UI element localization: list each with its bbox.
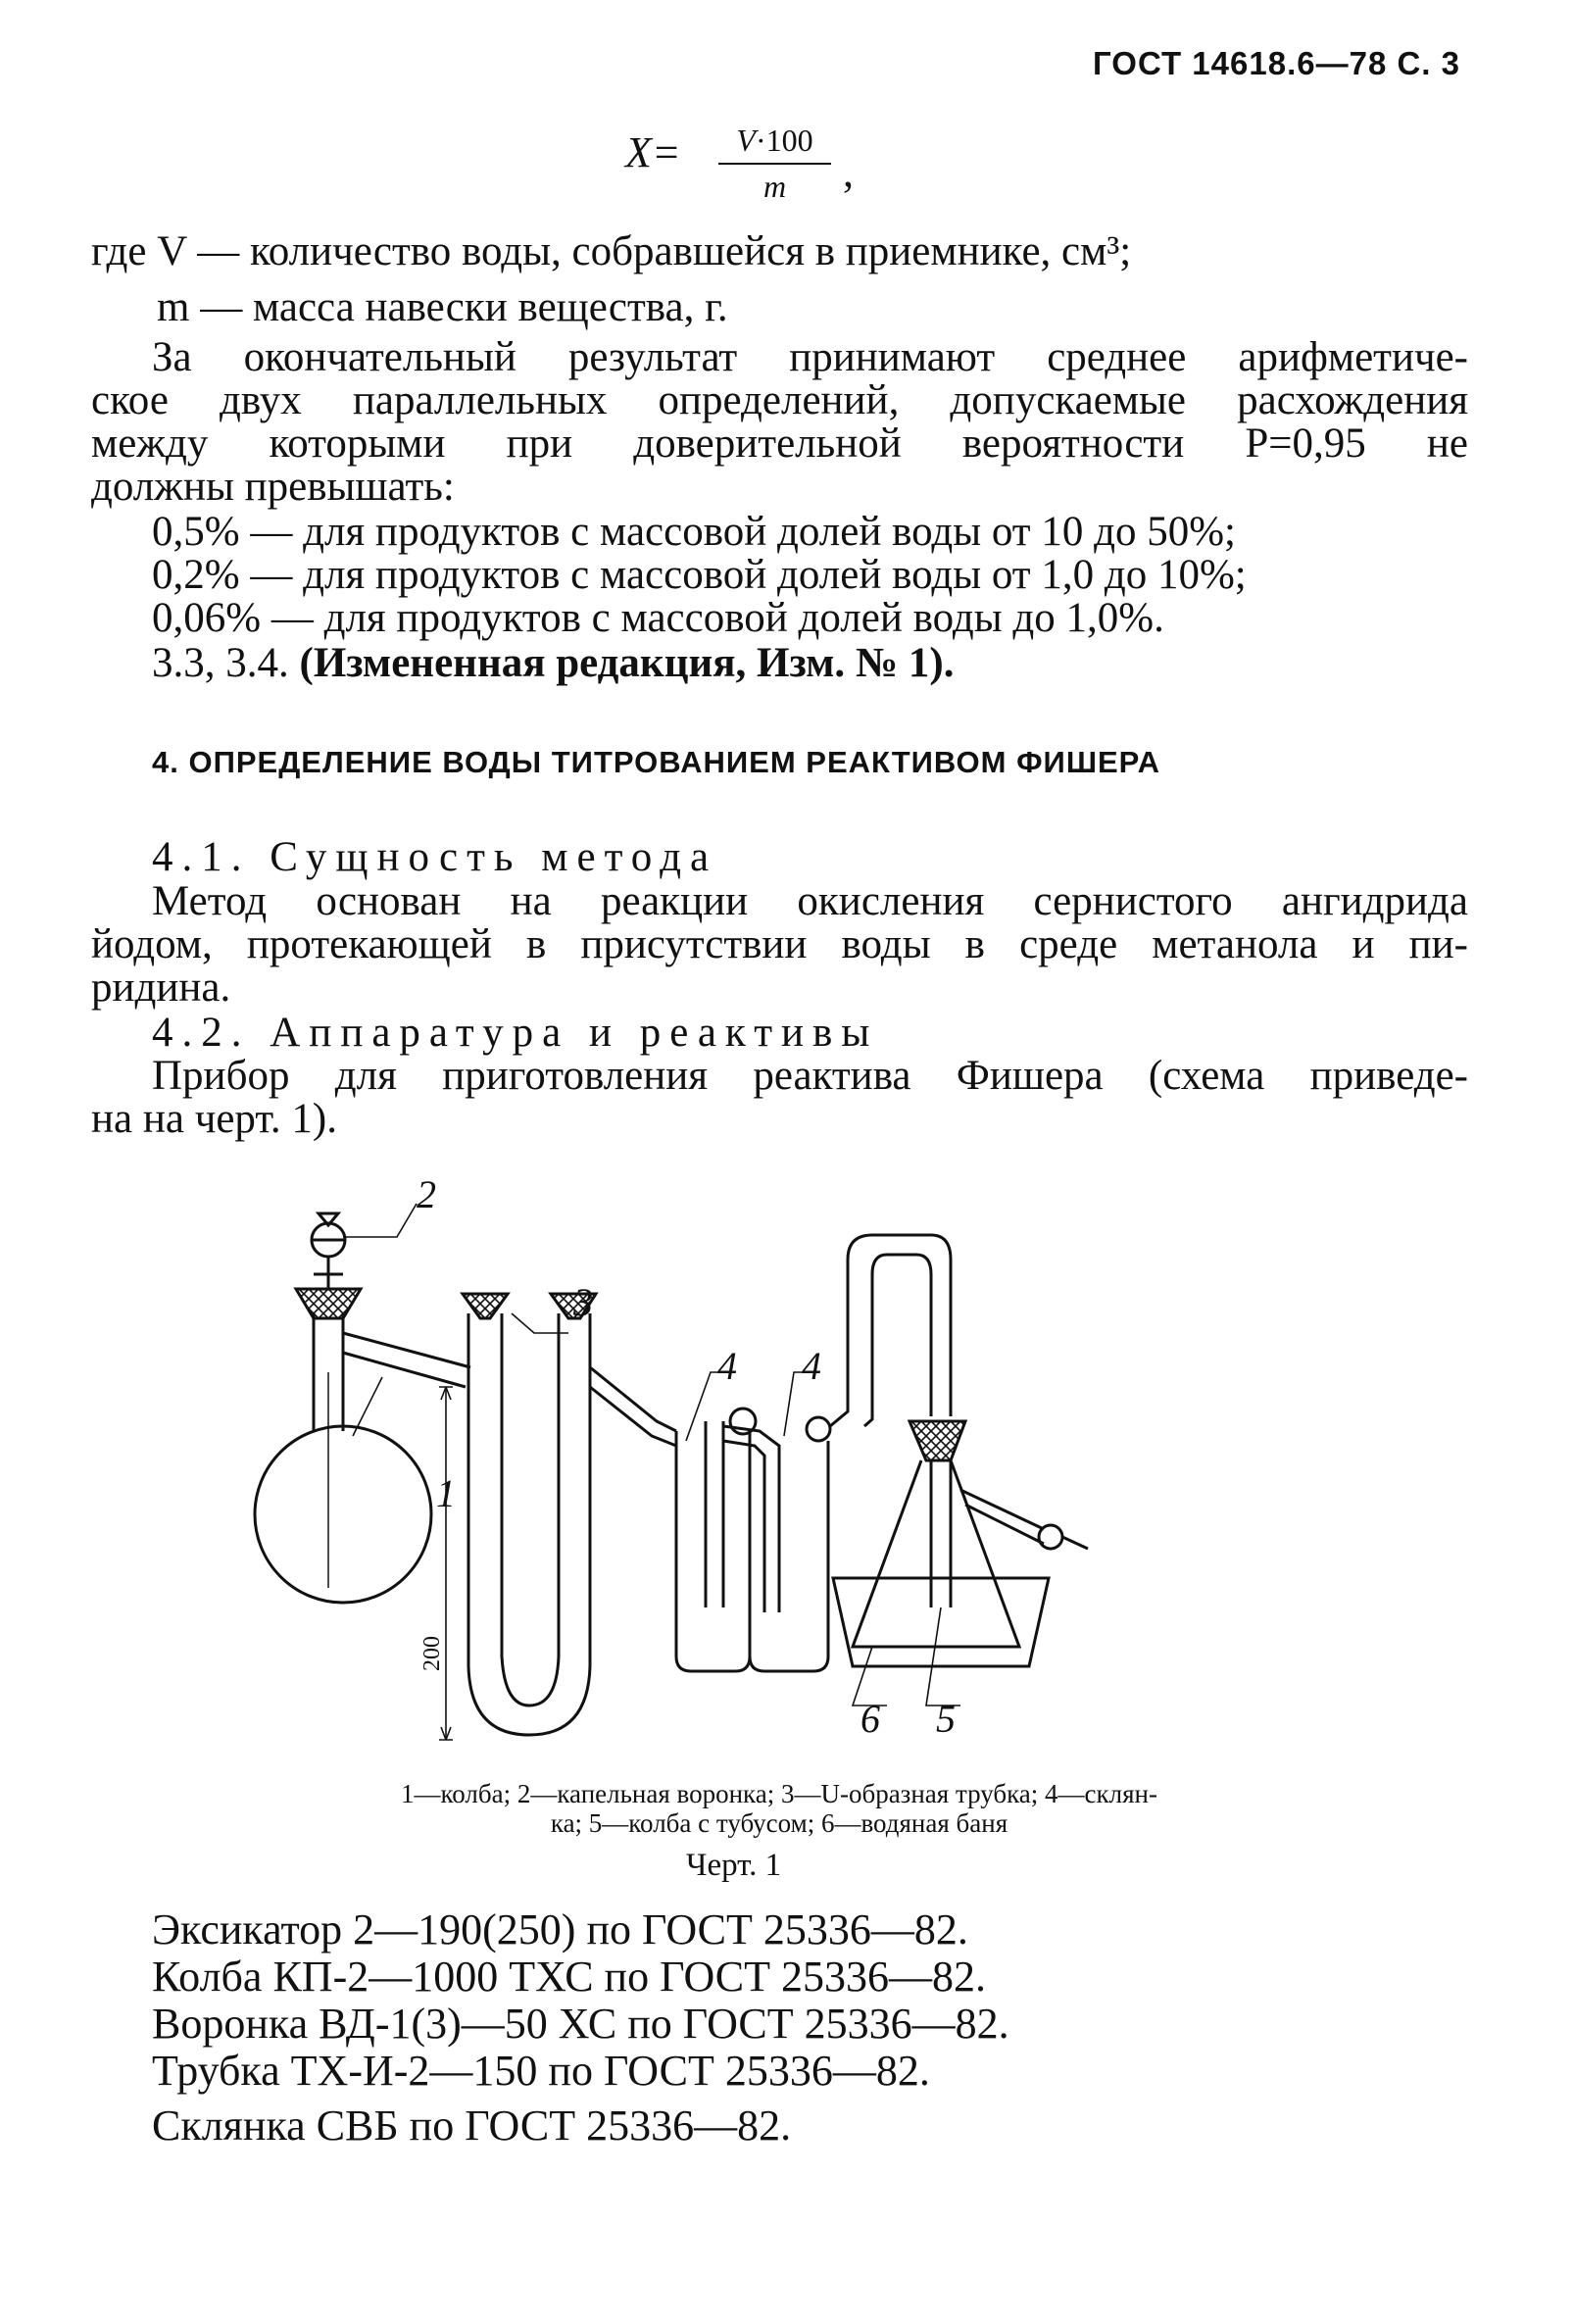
caption-line-2: ка; 5—колба с тубусом; 6—водяная баня [550, 1808, 1008, 1838]
equipment-item: Склянка СВБ по ГОСТ 25336—82. [152, 2101, 792, 2150]
clause-4-2-line-1: Прибор для приготовления реактива Фишера (схема приведе- [152, 1053, 1468, 1099]
amendment-ref: 3.3, 3.4. [152, 640, 289, 686]
flask-1 [255, 1313, 431, 1603]
label-4b: 4 [802, 1344, 821, 1388]
label-1: 1 [436, 1471, 456, 1515]
equipment-item: Воронка ВД-1(3)—50 ХС по ГОСТ 25336—82. [152, 2000, 1009, 2048]
tolerance-line-2: 0,2% — для продуктов с массовой долей воды от 1,0 до 10%; [152, 552, 1247, 598]
formula-numerator [718, 123, 831, 159]
label-6: 6 [860, 1697, 880, 1741]
tolerance-line-1: 0,5% — для продуктов с массовой долей воды от 10 до 50%; [152, 509, 1236, 555]
water-bath-6 [833, 1578, 1049, 1666]
label-4a: 4 [717, 1344, 737, 1388]
connector-tube-2 [590, 1367, 676, 1446]
connector-tube-1 [343, 1333, 470, 1387]
label-3: 3 [573, 1280, 593, 1324]
definition-line-2: m — масса навески вещества, г. [157, 284, 728, 330]
paragraph1-line-4: должны превышать: [91, 464, 455, 510]
leader-lines [343, 1204, 960, 1706]
dimension-200 [439, 1387, 453, 1740]
amendment-text: (Измененная редакция, Изм. № 1). [299, 640, 955, 686]
clause-4-1-heading: 4.1. Сущность метода [152, 834, 718, 880]
formula-numerator-rest: ·100 [755, 123, 813, 158]
dropping-funnel-2 [312, 1213, 345, 1289]
fischer-apparatus-diagram [245, 1172, 1225, 1784]
bottle-4a [676, 1409, 756, 1671]
paragraph1-line-2: ское двух параллельных определений, допускаемые расхождения [91, 377, 1468, 423]
clause-4-2-line-2: на на черт. 1). [91, 1096, 337, 1142]
flask-stopper [296, 1289, 361, 1318]
paragraph1-line-1: За окончательный результат принимают среднее арифметиче- [152, 334, 1468, 380]
page-header-code: ГОСТ 14618.6—78 С. 3 [1093, 45, 1460, 81]
equipment-list [152, 1906, 1009, 2150]
equipment-item: Трубка ТХ-И-2—150 по ГОСТ 25336—82. [152, 2047, 930, 2095]
bottle-4b [750, 1417, 830, 1671]
dimension-label: 200 [419, 1636, 445, 1671]
label-2: 2 [417, 1172, 436, 1216]
formula-comma: , [843, 148, 854, 196]
formula-numerator-var: V [736, 123, 756, 158]
u-tube-3 [463, 1294, 596, 1735]
figure-title: Черт. 1 [686, 1848, 782, 1883]
tolerance-line-3: 0,06% — для продуктов с массовой долей воды до 1,0%. [152, 595, 1164, 641]
formula [625, 123, 854, 204]
equipment-item: Колба КП-2—1000 ТХС по ГОСТ 25336—82. [152, 1953, 986, 2001]
definition-line-1: где V — количество воды, собравшейся в приемнике, см³; [91, 228, 1132, 274]
formula-fraction [718, 123, 831, 205]
clause-4-1-line-1: Метод основан на реакции окисления сернистого ангидрида [152, 878, 1468, 924]
clause-4-1-line-3: ридина. [91, 964, 231, 1011]
paragraph1-line-3: между которыми при доверительной вероятности P=0,95 не [91, 420, 1468, 467]
tubulated-flask-5 [853, 1421, 1088, 1647]
fraction-bar [718, 163, 831, 165]
section-4-title: 4. ОПРЕДЕЛЕНИЕ ВОДЫ ТИТРОВАНИЕМ РЕАКТИВОМ ФИШЕРА [152, 745, 1160, 779]
figure-caption [284, 1779, 1274, 1838]
clause-4-1-line-2: йодом, протекающей в присутствии воды в среде метанола и пи- [91, 921, 1468, 967]
formula-denominator: m [762, 169, 787, 204]
formula-lhs: X= [625, 128, 681, 176]
clause-4-2-heading: 4.2. Аппаратура и реактивы [152, 1010, 879, 1056]
caption-line-1: 1—колба; 2—капельная воронка; 3—U-образная трубка; 4—склян- [401, 1779, 1157, 1808]
equipment-item: Эксикатор 2—190(250) по ГОСТ 25336—82. [152, 1905, 968, 1953]
connector-tube-4 [830, 1235, 951, 1426]
amendment-note [152, 642, 954, 685]
label-5: 5 [936, 1697, 956, 1741]
